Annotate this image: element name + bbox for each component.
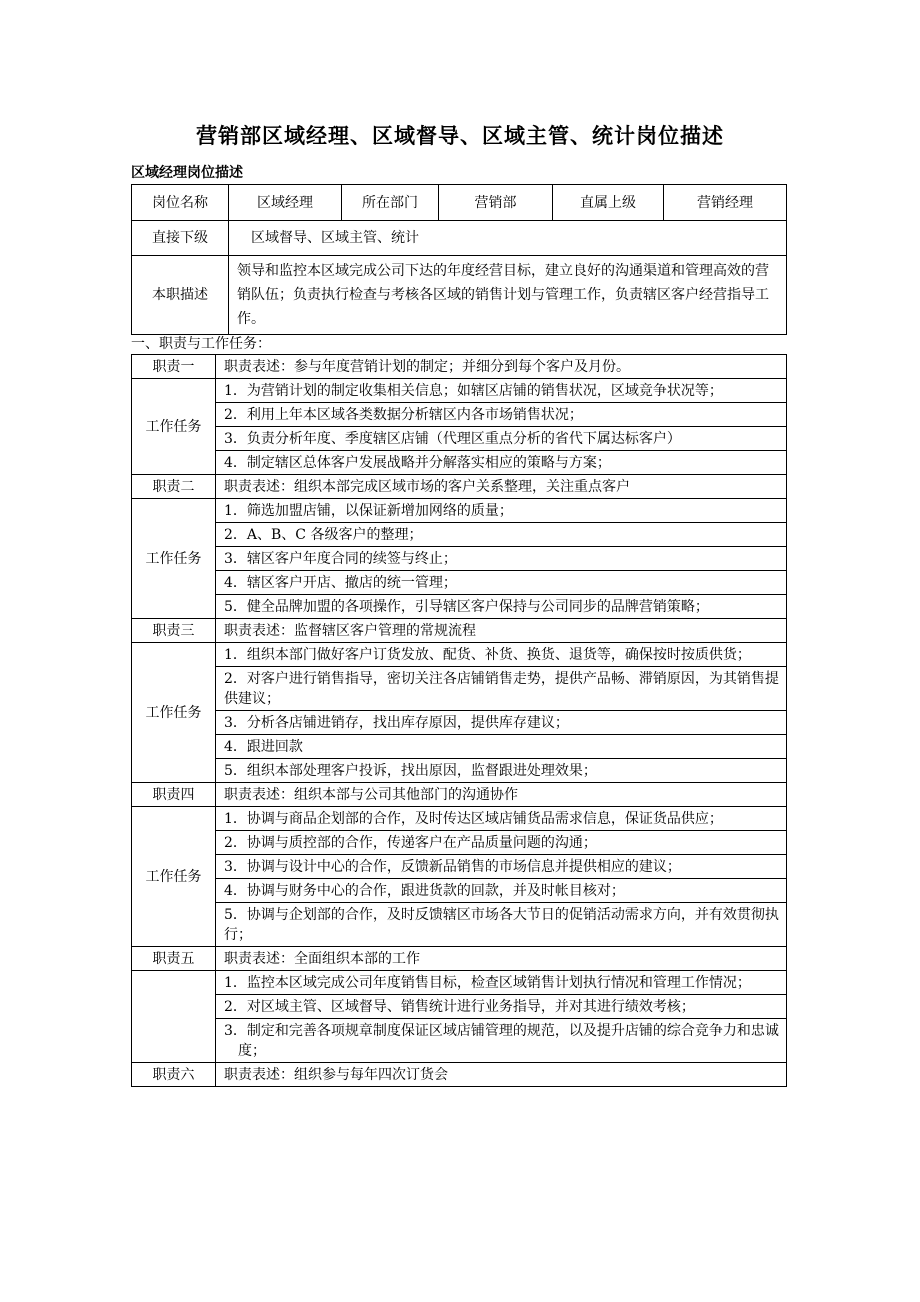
task-row [132, 427, 787, 451]
duty-header-row [132, 619, 787, 643]
task-item: 3．分析各店铺进销存，找出库存原因，提供库存建议； [216, 711, 787, 735]
task-item: 2．利用上年本区域各类数据分析辖区内各市场销售状况； [216, 403, 787, 427]
task-row [132, 711, 787, 735]
duty-label: 职责六 [132, 1063, 216, 1087]
tasks-label: 工作任务 [132, 807, 216, 947]
duty-label: 职责三 [132, 619, 216, 643]
task-row [132, 903, 787, 947]
task-row [132, 807, 787, 831]
duty-statement: 职责表述：监督辖区客户管理的常规流程 [216, 619, 787, 643]
info-row-duty [132, 256, 787, 335]
task-item: 1．协调与商品企划部的合作，及时传达区域店铺货品需求信息，保证货品供应； [216, 807, 787, 831]
task-row [132, 855, 787, 879]
info-row-position [132, 185, 787, 221]
task-row [132, 499, 787, 523]
task-row [132, 735, 787, 759]
task-row [132, 1019, 787, 1063]
task-item: 2．协调与质控部的合作，传递客户在产品质量问题的沟通； [216, 831, 787, 855]
section-title: 区域经理岗位描述 [131, 165, 243, 181]
task-item: 4．跟进回款 [216, 735, 787, 759]
task-row [132, 403, 787, 427]
task-item: 4．协调与财务中心的合作，跟进货款的回款，并及时帐目核对； [216, 879, 787, 903]
task-row [132, 971, 787, 995]
task-row [132, 831, 787, 855]
info-row-subordinates [132, 221, 787, 256]
duty-statement: 职责表述：全面组织本部的工作 [216, 947, 787, 971]
task-item: 1．监控本区域完成公司年度销售目标，检查区域销售计划执行情况和管理工作情况； [216, 971, 787, 995]
task-row [132, 571, 787, 595]
task-row [132, 547, 787, 571]
tasks-label: 工作任务 [132, 643, 216, 783]
task-item: 3．协调与设计中心的合作，反馈新品销售的市场信息并提供相应的建议； [216, 855, 787, 879]
task-row [132, 451, 787, 475]
duty-statement: 职责表述：参与年度营销计划的制定；并细分到每个客户及月份。 [216, 355, 787, 379]
task-row [132, 595, 787, 619]
duty-header-row [132, 475, 787, 499]
task-item: 1．筛选加盟店铺，以保证新增加网络的质量； [216, 499, 787, 523]
task-item: 4．辖区客户开店、撤店的统一管理； [216, 571, 787, 595]
position-label: 岗位名称 [132, 185, 229, 221]
task-row [132, 759, 787, 783]
tasks-label: 工作任务 [132, 499, 216, 619]
duty-statement: 职责表述：组织本部与公司其他部门的沟通协作 [216, 783, 787, 807]
task-row [132, 879, 787, 903]
tasks-label: 工作任务 [132, 379, 216, 475]
duty-header-row [132, 355, 787, 379]
subordinates-label: 直接下级 [132, 221, 229, 256]
task-item: 2．对区域主管、区域督导、销售统计进行业务指导，并对其进行绩效考核； [216, 995, 787, 1019]
task-item: 5．健全品牌加盟的各项操作，引导辖区客户保持与公司同步的品牌营销策略； [216, 595, 787, 619]
duties-table [131, 354, 787, 1087]
task-item: 2．A、B、C 各级客户的整理； [216, 523, 787, 547]
department-value: 营销部 [439, 185, 553, 221]
duties-caption: 一、职责与工作任务： [131, 336, 271, 352]
duty-label: 职责四 [132, 783, 216, 807]
duty-header-row [132, 1063, 787, 1087]
duty-label: 职责二 [132, 475, 216, 499]
tasks-label [132, 971, 216, 1063]
duty-header-row [132, 783, 787, 807]
superior-label: 直属上级 [553, 185, 664, 221]
task-item: 2．对客户进行销售指导，密切关注各店铺销售走势，提供产品畅、滞销原因，为其销售提供建议； [216, 667, 787, 711]
task-item: 4．制定辖区总体客户发展战略并分解落实相应的策略与方案； [216, 451, 787, 475]
task-row [132, 643, 787, 667]
task-row [132, 995, 787, 1019]
superior-value: 营销经理 [664, 185, 787, 221]
duty-statement: 职责表述：组织本部完成区域市场的客户关系整理，关注重点客户 [216, 475, 787, 499]
position-info-table [131, 184, 787, 335]
task-item: 1．为营销计划的制定收集相关信息；如辖区店铺的销售状况，区域竞争状况等； [216, 379, 787, 403]
duty-header-row [132, 947, 787, 971]
position-value: 区域经理 [229, 185, 342, 221]
task-item: 3．负责分析年度、季度辖区店铺（代理区重点分析的省代下属达标客户） [216, 427, 787, 451]
task-item: 3．制定和完善各项规章制度保证区域店铺管理的规范，以及提升店铺的综合竞争力和忠诚度； [216, 1019, 787, 1063]
department-label: 所在部门 [342, 185, 439, 221]
subordinates-value: 区域督导、区域主管、统计 [229, 221, 787, 256]
task-item: 3．辖区客户年度合同的续签与终止； [216, 547, 787, 571]
task-row [132, 379, 787, 403]
task-row [132, 523, 787, 547]
task-row [132, 667, 787, 711]
duty-label: 职责五 [132, 947, 216, 971]
duty-label: 职责一 [132, 355, 216, 379]
duty-statement: 职责表述：组织参与每年四次订货会 [216, 1063, 787, 1087]
page-title: 营销部区域经理、区域督导、区域主管、统计岗位描述 [196, 124, 724, 148]
task-item: 5．组织本部处理客户投诉，找出原因，监督跟进处理效果； [216, 759, 787, 783]
duty-desc-value: 领导和监控本区域完成公司下达的年度经营目标，建立良好的沟通渠道和管理高效的营销队伍；负责执行检查与考核各区域的销售计划与管理工作，负责辖区客户经营指导工作。 [229, 256, 787, 335]
task-item: 1．组织本部门做好客户订货发放、配货、补货、换货、退货等，确保按时按质供货； [216, 643, 787, 667]
duty-desc-label: 本职描述 [132, 256, 229, 335]
task-item: 5．协调与企划部的合作，及时反馈辖区市场各大节日的促销活动需求方向，并有效贯彻执行； [216, 903, 787, 947]
